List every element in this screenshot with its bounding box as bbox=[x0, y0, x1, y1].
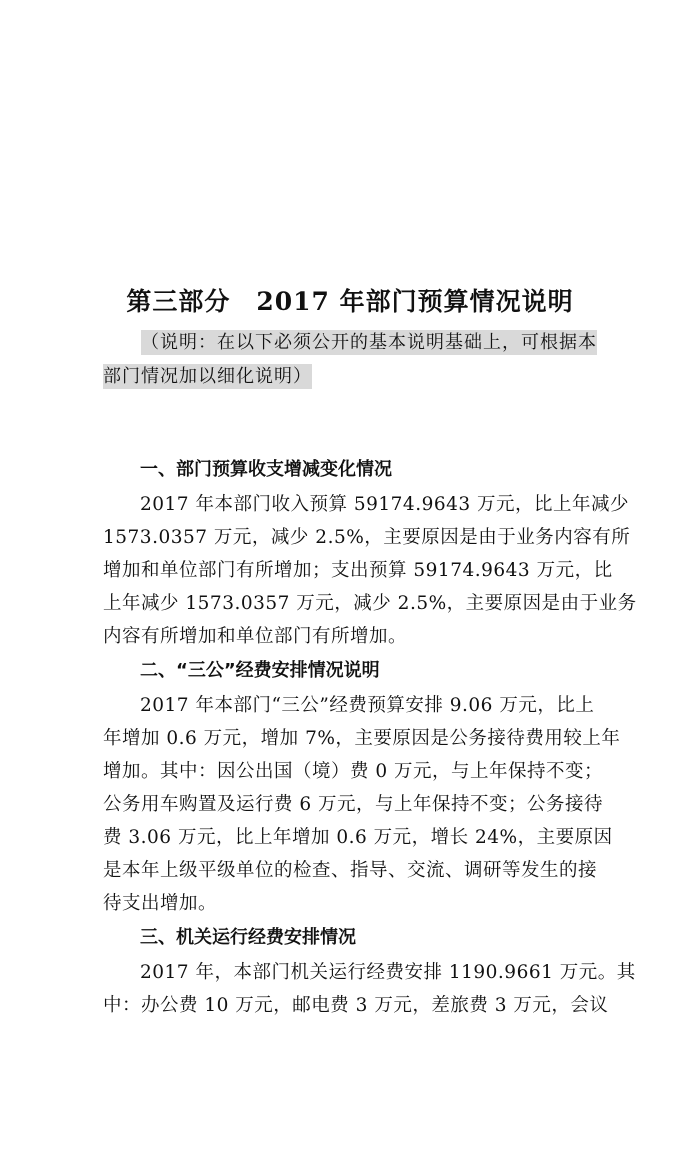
paragraph-line: 2017 年，本部门机关运行经费安排 1190.9661 万元。其 bbox=[140, 962, 636, 983]
section-heading: 二、“三公”经费安排情况说明 bbox=[140, 660, 380, 681]
document-body bbox=[103, 452, 637, 1022]
paragraph-line: 2017 年本部门收入预算 59174.9643 万元，比上年减少 bbox=[140, 494, 630, 515]
paragraph-line: 待支出增加。 bbox=[103, 893, 218, 914]
section-heading: 三、机关运行经费安排情况 bbox=[140, 927, 356, 948]
paragraph-line: 中：办公费 10 万元，邮电费 3 万元，差旅费 3 万元，会议 bbox=[103, 995, 609, 1016]
note-line: 部门情况加以细化说明） bbox=[103, 366, 312, 387]
paragraph-line: 2017 年本部门“三公”经费预算安排 9.06 万元，比上 bbox=[140, 695, 595, 716]
paragraph-line: 上年减少 1573.0357 万元，减少 2.5%，主要原因是由于业务 bbox=[103, 593, 637, 614]
paragraph-line: 公务用车购置及运行费 6 万元，与上年保持不变；公务接待 bbox=[103, 794, 604, 815]
section-paragraph bbox=[103, 488, 637, 653]
paragraph-line: 费 3.06 万元，比上年增加 0.6 万元，增长 24%，主要原因 bbox=[103, 827, 613, 848]
section-heading: 一、部门预算收支增减变化情况 bbox=[140, 459, 392, 480]
paragraph-line: 内容有所增加和单位部门有所增加。 bbox=[103, 626, 408, 647]
paragraph-line: 是本年上级平级单位的检查、指导、交流、调研等发生的接 bbox=[103, 860, 598, 881]
section-paragraph bbox=[103, 689, 621, 920]
paragraph-line: 1573.0357 万元，减少 2.5%，主要原因是由于业务内容有所 bbox=[103, 527, 631, 548]
page-title: 第三部分 2017 年部门预算情况说明 bbox=[126, 287, 574, 316]
note-line: （说明：在以下必须公开的基本说明基础上，可根据本 bbox=[141, 332, 597, 353]
paragraph-line: 增加。其中：因公出国（境）费 0 万元，与上年保持不变； bbox=[103, 761, 604, 782]
paragraph-line: 增加和单位部门有所增加；支出预算 59174.9643 万元，比 bbox=[103, 560, 613, 581]
note-block bbox=[103, 326, 597, 394]
paragraph-line: 年增加 0.6 万元，增加 7%，主要原因是公务接待费用较上年 bbox=[103, 728, 621, 749]
section-paragraph bbox=[103, 956, 636, 1022]
